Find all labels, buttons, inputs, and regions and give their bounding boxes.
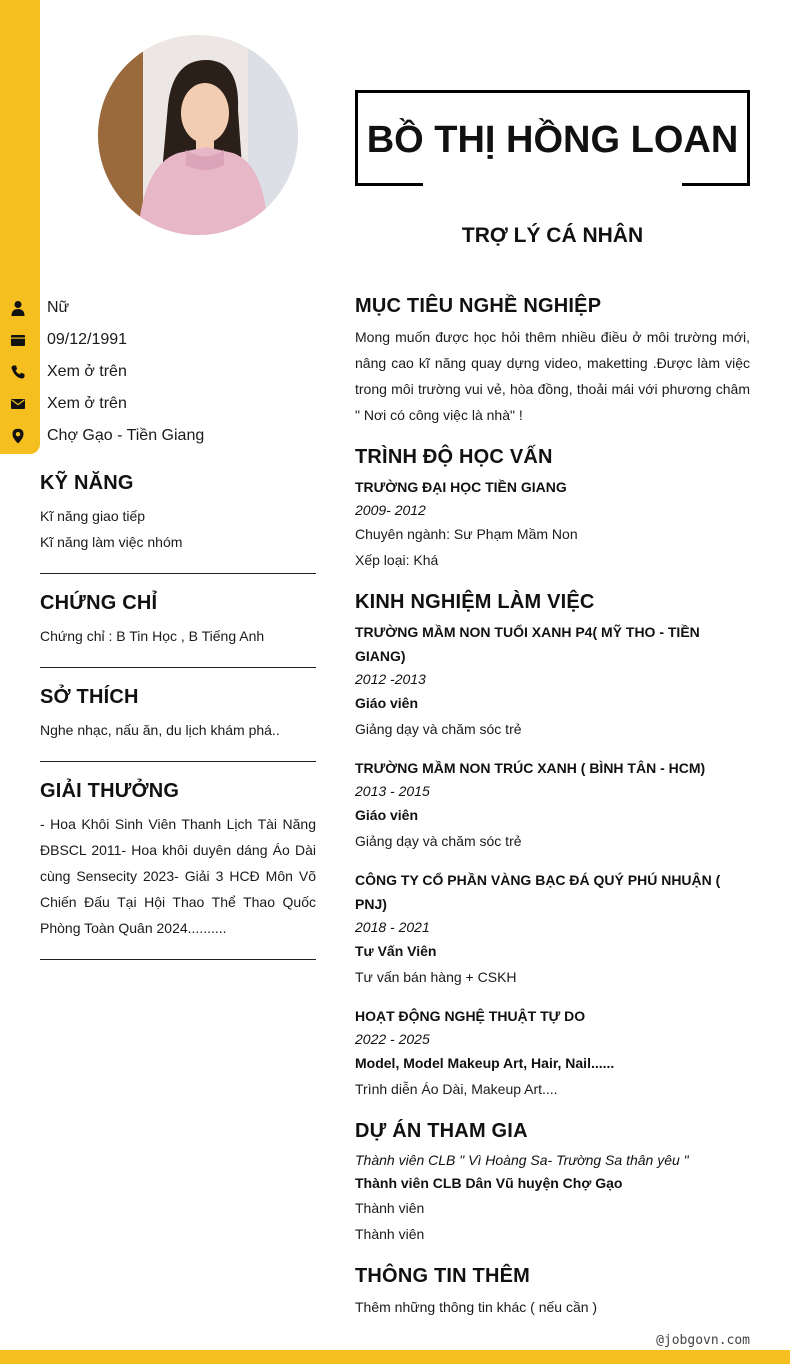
objective-text: Mong muốn được học hỏi thêm nhiều điều ở môi trường mới, nâng cao kĩ năng quay dựng video, maketting .Được làm việc trong môi trường vui vẻ, hòa đồng, thoải mái với phương châm " Nơi có công việc là nhà" !: [355, 329, 750, 423]
certificates-text: Chứng chỉ : B Tin Học , B Tiếng Anh: [40, 628, 265, 644]
phone-value: Xem ở trên: [47, 363, 127, 380]
hobbies-section: [40, 686, 316, 762]
skills-section: [40, 472, 316, 574]
email-value: Xem ở trên: [47, 395, 127, 412]
bottom-accent-bar: [0, 1350, 790, 1364]
watermark: @jobgovn.com: [656, 1333, 750, 1348]
experience-role: Tư Vấn Viên: [355, 943, 437, 959]
extra-section: [355, 1265, 750, 1320]
phone-icon: [0, 364, 36, 380]
contact-birthday: [0, 324, 320, 356]
education-major: Chuyên ngành: Sư Phạm Mầm Non: [355, 526, 578, 542]
experience-org: TRƯỜNG MẦM NON TRÚC XANH ( BÌNH TÂN - HCM): [355, 760, 706, 776]
project-role: Thành viên: [355, 1226, 425, 1242]
experience-desc: Trình diễn Áo Dài, Makeup Art....: [355, 1081, 558, 1097]
avatar-photo: [98, 35, 298, 235]
skill-item: Kĩ năng làm việc nhóm: [40, 534, 183, 550]
experience-entry: [355, 756, 750, 854]
left-column: [40, 472, 316, 978]
contact-list: [0, 292, 320, 452]
experience-desc: Giảng dạy và chăm sóc trẻ: [355, 833, 522, 849]
experience-desc: Giảng dạy và chăm sóc trẻ: [355, 721, 522, 737]
right-column: [355, 295, 750, 1338]
contact-phone: [0, 356, 320, 388]
experience-desc: Tư vấn bán hàng + CSKH: [355, 969, 517, 985]
projects-heading: DỰ ÁN THAM GIA: [355, 1120, 528, 1142]
calendar-icon: [0, 332, 36, 348]
address-value: Chợ Gạo - Tiền Giang: [47, 427, 205, 444]
person-icon: [0, 300, 36, 316]
awards-heading: GIẢI THƯỞNG: [40, 780, 180, 802]
job-title: TRỢ LÝ CÁ NHÂN: [461, 224, 644, 247]
project-club: Thành viên CLB Dân Vũ huyện Chợ Gạo: [355, 1175, 623, 1191]
experience-section: [355, 591, 750, 1102]
awards-section: [40, 780, 316, 960]
education-school: TRƯỜNG ĐẠI HỌC TIỀN GIANG: [355, 479, 567, 495]
hobbies-text: Nghe nhạc, nấu ăn, du lịch khám phá..: [40, 722, 280, 738]
experience-entry: [355, 1004, 750, 1102]
experience-entry: [355, 868, 750, 990]
objective-section: [355, 295, 750, 428]
gender-value: Nữ: [47, 299, 70, 316]
certificates-heading: CHỨNG CHỈ: [40, 592, 158, 614]
location-pin-icon: [0, 428, 36, 444]
education-grade: Xếp loại: Khá: [355, 552, 439, 568]
experience-period: 2018 - 2021: [355, 919, 430, 935]
experience-role: Model, Model Makeup Art, Hair, Nail......: [355, 1055, 615, 1071]
awards-text: - Hoa Khôi Sinh Viên Thanh Lịch Tài Năng ĐBSCL 2011- Hoa khôi duyên dáng Áo Dài cùng Sensecity 2023- Giải 3 HCĐ Môn Võ Chiến Đấu Tại Hội Thao Thể Thao Quốc Phòng Toàn Quân 2024..........: [40, 816, 316, 936]
experience-role: Giáo viên: [355, 695, 419, 711]
experience-entry: [355, 620, 750, 742]
experience-org: CÔNG TY CỔ PHẦN VÀNG BẠC ĐÁ QUÝ PHÚ NHUẬN ( PNJ): [355, 872, 721, 912]
skills-heading: KỸ NĂNG: [40, 472, 134, 494]
avatar: [98, 35, 298, 235]
skill-item: Kĩ năng giao tiếp: [40, 508, 146, 524]
contact-email: [0, 388, 320, 420]
projects-section: [355, 1120, 750, 1247]
birthday-value: 09/12/1991: [47, 331, 128, 348]
extra-heading: THÔNG TIN THÊM: [355, 1265, 531, 1287]
project-name: Thành viên CLB " Vì Hoàng Sa- Trường Sa thân yêu ": [355, 1152, 689, 1168]
certificates-section: [40, 592, 316, 668]
experience-period: 2012 -2013: [355, 671, 426, 687]
experience-org: TRƯỜNG MẦM NON TUỔI XANH P4( MỸ THO - TIỀN GIANG): [355, 624, 700, 664]
contact-address: [0, 420, 320, 452]
candidate-name: BỒ THỊ HỒNG LOAN: [366, 119, 739, 161]
experience-role: Giáo viên: [355, 807, 419, 823]
contact-gender: [0, 292, 320, 324]
experience-heading: KINH NGHIỆM LÀM VIỆC: [355, 591, 595, 613]
project-role: Thành viên: [355, 1200, 425, 1216]
experience-period: 2013 - 2015: [355, 783, 430, 799]
hobbies-heading: SỞ THÍCH: [40, 686, 139, 708]
experience-org: HOẠT ĐỘNG NGHỆ THUẬT TỰ DO: [355, 1008, 586, 1024]
objective-heading: MỤC TIÊU NGHỀ NGHIỆP: [355, 295, 602, 317]
education-heading: TRÌNH ĐỘ HỌC VẤN: [355, 446, 553, 468]
extra-text: Thêm những thông tin khác ( nếu cần ): [355, 1299, 598, 1315]
experience-period: 2022 - 2025: [355, 1031, 430, 1047]
education-period: 2009- 2012: [355, 502, 426, 518]
mail-icon: [0, 396, 36, 412]
education-section: [355, 446, 750, 573]
